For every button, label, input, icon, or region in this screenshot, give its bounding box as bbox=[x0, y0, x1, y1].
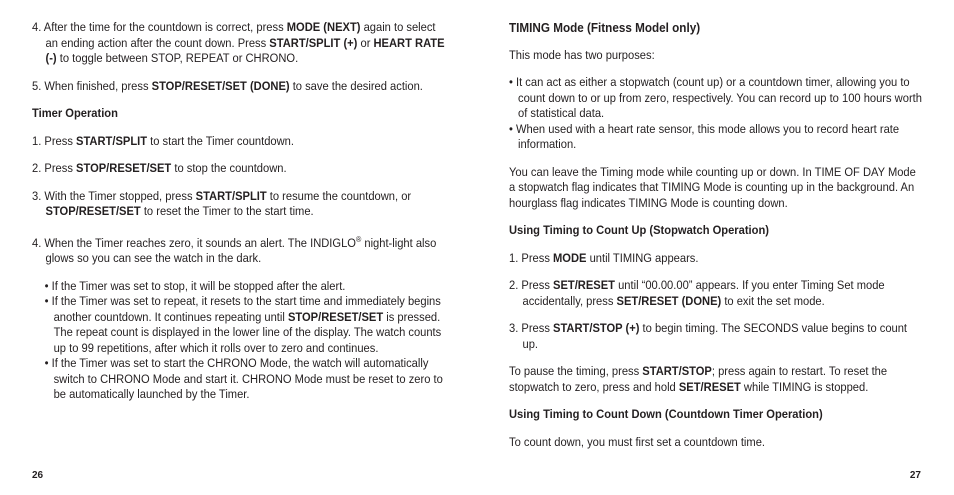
right-page bbox=[477, 0, 954, 495]
timer-alert-bullets bbox=[32, 279, 446, 403]
count-up-step-1: 1. Press MODE until TIMING appears. bbox=[509, 250, 699, 265]
count-down-text: To count down, you must first set a countdown time. bbox=[509, 434, 765, 449]
pause-text: To pause the timing, press START/STOP; press again to restart. To reset the stopwatch to zero, press and hold SET/RESET while TIMING is stopped. bbox=[509, 364, 888, 394]
left-column bbox=[32, 20, 446, 415]
bullet-chrono: • If the Timer was set to start the CHRONO Mode, the watch will automatically switch to CHRONO Mode and start it. CHRONO Mode must be reset to zero to be automatically launched by the Timer. bbox=[44, 356, 443, 402]
count-up-heading: Using Timing to Count Up (Stopwatch Operation) bbox=[509, 223, 769, 237]
bullet-repeat: • If the Timer was set to repeat, it resets to the start time and immediately begins another countdown. It continues repeating until STOP/RESET/SET is pressed. The repeat count is displayed in the lower line of the display. The watch counts up to 99 repetitions, after which it rolls over to zero and continues. bbox=[44, 294, 442, 355]
count-up-step-3: 3. Press START/STOP (+) to begin timing. The SECONDS value begins to count up. bbox=[509, 321, 908, 351]
timer-op-4: 4. When the Timer reaches zero, it sounds an alert. The INDIGLO® night-light also glows so you can see the watch in the dark. bbox=[32, 234, 437, 266]
leave-mode-text: You can leave the Timing mode while counting up or down. In TIME OF DAY Mode a stopwatch flag indicates that TIMING Mode is counting up in the background. An hourglass flag indicates TIMING Mode is counting down. bbox=[509, 164, 916, 210]
timer-op-1: 1. Press START/SPLIT to start the Timer countdown. bbox=[32, 133, 294, 148]
step-4: 4. After the time for the countdown is correct, press MODE (NEXT) again to select an ending action after the count down. Press START/SPLIT (+) or HEART RATE (-) to toggle between STOP, REPEAT or CHRONO. bbox=[32, 20, 445, 65]
intro-text: This mode has two purposes: bbox=[509, 47, 655, 62]
count-up-step-2: 2. Press SET/RESET until “00.00.00” appears. If you enter Timing Set mode accidentally, press SET/RESET (DONE) to exit the set mode. bbox=[509, 278, 885, 308]
count-down-heading: Using Timing to Count Down (Countdown Timer Operation) bbox=[509, 407, 823, 421]
timing-mode-title: TIMING Mode (Fitness Model only) bbox=[509, 20, 701, 35]
step-5: 5. When finished, press STOP/RESET/SET (DONE) to save the desired action. bbox=[32, 78, 423, 93]
timer-operation-heading: Timer Operation bbox=[32, 106, 118, 120]
purpose-2: • When used with a heart rate sensor, this mode allows you to record heart rate information. bbox=[509, 121, 900, 151]
timer-op-3: 3. With the Timer stopped, press START/SPLIT to resume the countdown, or STOP/RESET/SET to reset the Timer to the start time. bbox=[32, 188, 412, 218]
timer-op-2: 2. Press STOP/RESET/SET to stop the countdown. bbox=[32, 161, 287, 175]
purpose-bullets bbox=[509, 75, 923, 153]
page-number-right: 27 bbox=[909, 470, 921, 481]
page-number-left: 26 bbox=[32, 470, 44, 481]
bullet-stop: • If the Timer was set to stop, it will be stopped after the alert. bbox=[44, 278, 346, 293]
purpose-1: • It can act as either a stopwatch (count up) or a countdown timer, allowing you to count down to or up from zero, respectively. You can record up to 100 hours worth of statistical data. bbox=[509, 75, 922, 120]
right-column bbox=[509, 20, 923, 462]
